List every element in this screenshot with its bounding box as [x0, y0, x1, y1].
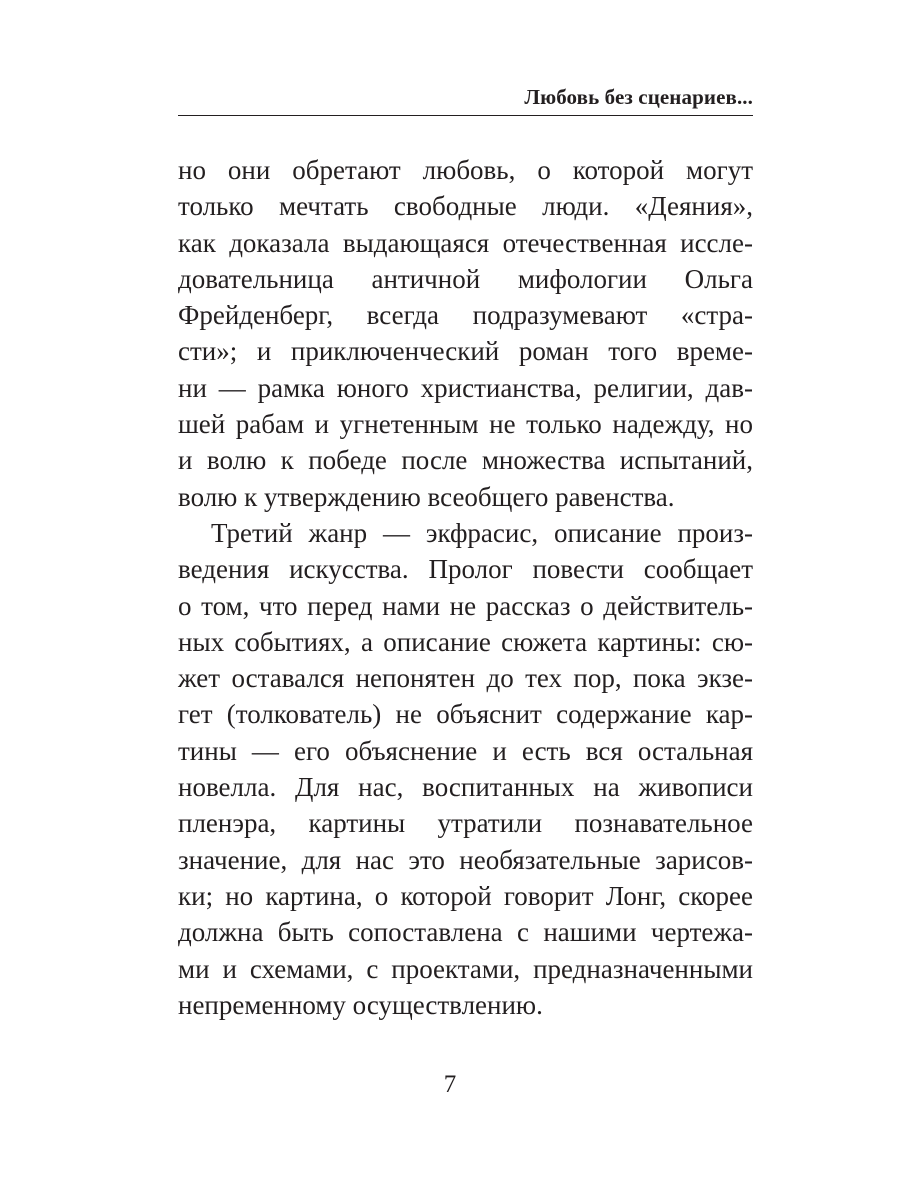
- text-line: но они обретают любовь, о которой могут: [178, 155, 753, 185]
- text-line: о том, что перед нами не рассказ о действитель-: [178, 590, 753, 621]
- text-line: как доказала выдающаяся отечественная иссле-: [178, 227, 753, 258]
- text-line: должна быть сопоставлена с нашими чертежа-: [178, 917, 753, 948]
- text-line: жет оставался непонятен до тех пор, пока экзе-: [178, 663, 753, 694]
- text-line: Третий жанр — экфрасис, описание произ-: [211, 517, 753, 548]
- text-line: гет (толкователь) не объяснит содержание кар-: [178, 699, 753, 730]
- text-line: Фрейденберг, всегда подразумевают «стра-: [178, 300, 753, 331]
- text-line: ми и схемами, с проектами, предназначенными: [178, 953, 753, 984]
- text-line: ни — рамка юного христианства, религии, дав-: [178, 372, 753, 403]
- page-number: 7: [443, 1071, 457, 1098]
- paragraph: [178, 152, 753, 515]
- text-line: непременному осуществлению.: [178, 989, 543, 1020]
- running-head-title: Любовь без сценариев...: [524, 85, 753, 109]
- running-head: [178, 86, 753, 116]
- text-line: пленэра, картины утратили познавательное: [178, 808, 753, 839]
- text-line: и волю к победе после множества испытаний,: [178, 445, 753, 476]
- text-line: только мечтать свободные люди. «Деяния»,: [178, 191, 753, 222]
- text-line: довательница античной мифологии Ольга: [178, 263, 753, 294]
- body-text: [178, 152, 753, 1023]
- text-line: волю к утверждению всеобщего равенства.: [178, 481, 675, 512]
- text-line: сти»; и приключенческий роман того време-: [178, 336, 753, 367]
- text-line: ных событиях, а описание сюжета картины: сю-: [178, 626, 753, 657]
- text-line: значение, для нас это необязательные зарисов-: [178, 844, 753, 875]
- paragraph: [178, 515, 753, 1023]
- text-line: шей рабам и угнетенным не только надежду, но: [178, 409, 753, 440]
- text-line: ведения искусства. Пролог повести сообщает: [178, 554, 753, 585]
- text-line: тины — его объяснение и есть вся остальная: [178, 735, 753, 766]
- text-line: ки; но картина, о которой говорит Лонг, скорее: [178, 880, 753, 911]
- text-line: новелла. Для нас, воспитанных на живописи: [178, 772, 753, 803]
- running-head-rule: [178, 115, 753, 117]
